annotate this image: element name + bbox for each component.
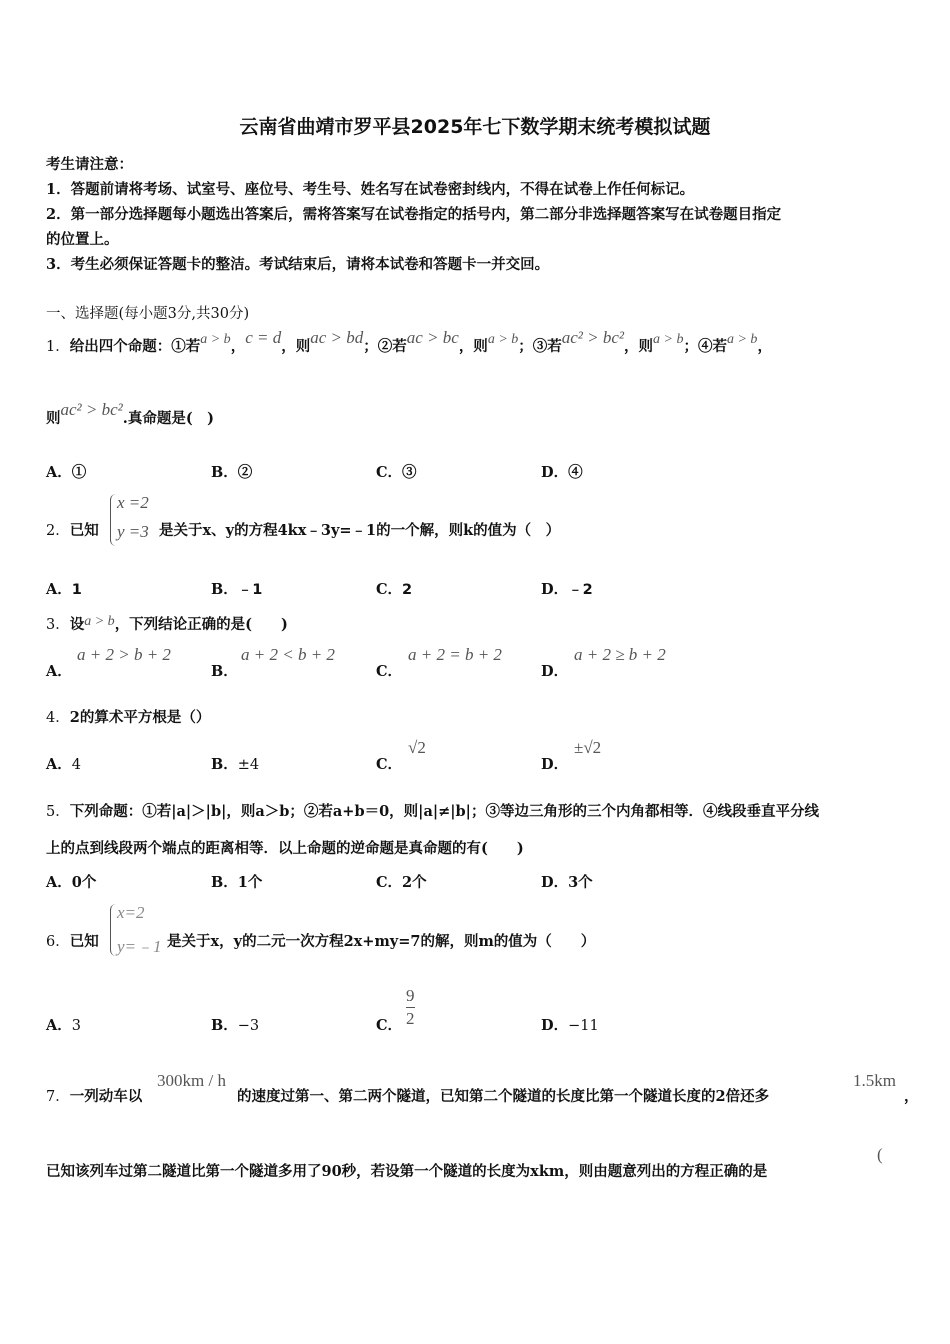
option-a[interactable] xyxy=(46,753,81,774)
option-label: D． xyxy=(541,581,569,598)
q1-text: ；③若 xyxy=(518,338,562,355)
notice-item: 3．考生必须保证答题卡的整洁。考试结束后，请将本试卷和答题卡一并交回。 xyxy=(46,256,550,273)
option-label: C． xyxy=(376,581,403,598)
q1-math: ac² > bc² xyxy=(60,400,123,419)
q1-math: a > b xyxy=(200,332,231,347)
system-equation: x=2 xyxy=(117,903,145,922)
question-7-line-1 xyxy=(46,1085,142,1106)
question-number: 6． xyxy=(46,934,70,950)
q7-text: 的速度过第一、第二两个隧道，已知第二个隧道的长度比第一个隧道长度的2倍还多 xyxy=(237,1088,770,1105)
q7-text: 已知该列车过第二隧道比第一个隧道多用了90秒，若设第一个隧道的长度为xkm，则由题意列出的方程正确的是 xyxy=(46,1163,768,1180)
question-2-line xyxy=(46,519,99,540)
q5-text: 下列命题：①若|a|＞|b|，则a＞b；②若a+b＝0，则|a|≠|b|；③等边三角形的三个内角都相等．④线段垂直平分线 xyxy=(69,803,819,820)
option-value: ±4 xyxy=(237,757,260,773)
option-b-math: a + 2 < b + 2 xyxy=(241,645,335,664)
option-label: A． xyxy=(46,1017,72,1034)
option-b[interactable]: B．② xyxy=(211,464,253,481)
option-value: ﹣1 xyxy=(237,582,263,598)
option-d[interactable]: D．④ xyxy=(541,464,583,481)
q1-math: ac² > bc² xyxy=(561,328,625,347)
option-label: B． xyxy=(211,1017,238,1034)
question-4-line xyxy=(46,706,210,727)
q1-math: ac > bc xyxy=(406,328,459,347)
option-a[interactable]: A．① xyxy=(46,464,87,481)
option-label: A． xyxy=(46,756,72,773)
q1-math: a > b xyxy=(487,332,519,347)
q1-text: .真命题是( ) xyxy=(122,410,215,427)
option-label: D． xyxy=(541,1017,569,1034)
option-c[interactable] xyxy=(376,578,412,599)
q1-text: ，则 xyxy=(458,338,488,355)
q1-text: ， xyxy=(230,338,246,355)
question-number: 5． xyxy=(46,804,70,820)
option-a[interactable] xyxy=(46,1014,81,1035)
q7-math: 300km / h xyxy=(157,1071,226,1090)
question-5-line-1 xyxy=(46,800,819,821)
option-label-c[interactable]: C． xyxy=(376,756,403,773)
option-b[interactable] xyxy=(211,1014,259,1035)
option-a[interactable] xyxy=(46,578,82,599)
option-d[interactable]: D．3个 xyxy=(541,874,593,891)
q1-math: a > b xyxy=(653,332,684,347)
option-d[interactable] xyxy=(541,578,593,599)
q5-text: 上的点到线段两个端点的距离相等．以上命题的逆命题是真命题的有( ) xyxy=(46,840,524,857)
q7-math: 1.5km xyxy=(853,1071,896,1090)
q3-math: a > b xyxy=(84,614,115,629)
q1-text: ；②若 xyxy=(363,338,407,355)
question-number: 1． xyxy=(46,339,70,355)
q1-text: ；④若 xyxy=(683,338,727,355)
q6-text: 是关于x，y的二元一次方程2x+my=7的解，则m的值为（ ） xyxy=(167,933,596,950)
equation-system-brace xyxy=(110,494,117,546)
page-title: 云南省曲靖市罗平县2025年七下数学期末统考模拟试题 xyxy=(239,116,711,138)
q1-math: a > b xyxy=(726,332,758,347)
question-6-line xyxy=(46,930,99,951)
q1-text: 给出四个命题：①若 xyxy=(69,338,201,355)
option-label: B． xyxy=(211,756,238,773)
question-1-line-1 xyxy=(46,328,772,356)
q1-math: ac > bd xyxy=(310,328,364,347)
option-d-math: ±√2 xyxy=(574,738,602,757)
option-c-fraction xyxy=(406,986,415,1029)
q2-text: 是关于x、y的方程4kx﹣3y=﹣1的一个解，则k的值为（ ） xyxy=(159,522,561,539)
option-label: B． xyxy=(211,581,238,598)
notice-item: 的位置上。 xyxy=(46,231,119,248)
question-3-line xyxy=(46,613,288,634)
option-label-d[interactable]: D． xyxy=(541,663,569,680)
q6-text: 已知 xyxy=(69,933,99,950)
question-number: 3． xyxy=(46,617,70,633)
option-value: 2 xyxy=(402,582,413,598)
option-b[interactable]: B．1个 xyxy=(211,874,263,891)
q7-text: 一列动车以 xyxy=(69,1088,143,1105)
question-number: 2． xyxy=(46,523,70,539)
system-equation: y=﹣1 xyxy=(117,937,162,956)
option-value: −11 xyxy=(568,1018,599,1034)
option-value: 4 xyxy=(71,757,81,773)
q1-text: ， xyxy=(757,338,772,355)
option-label: A． xyxy=(46,581,72,598)
system-equation: y =3 xyxy=(117,522,149,541)
q1-math: c = d xyxy=(245,328,282,347)
option-c[interactable]: C．③ xyxy=(376,464,417,481)
notice-item: 2．第一部分选择题每小题选出答案后，需将答案写在试卷指定的括号内，第二部分非选择题答案写在试卷题目指定 xyxy=(46,206,782,223)
q7-text: ， xyxy=(904,1088,919,1105)
option-a[interactable]: A．0个 xyxy=(46,874,97,891)
q3-text: ，下列结论正确的是( ) xyxy=(114,616,288,633)
equation-system-brace xyxy=(110,904,117,956)
fraction-bar xyxy=(406,1007,415,1008)
option-d[interactable] xyxy=(541,1014,599,1035)
option-label-a[interactable]: A． xyxy=(46,663,72,680)
option-label-b[interactable]: B． xyxy=(211,663,238,680)
option-label-d[interactable]: D． xyxy=(541,756,569,773)
option-c[interactable]: C．2个 xyxy=(376,874,427,891)
option-b[interactable] xyxy=(211,578,262,599)
q1-text: ，则 xyxy=(281,338,311,355)
question-number: 7． xyxy=(46,1089,70,1105)
option-value: ﹣2 xyxy=(568,582,593,598)
q2-text: 已知 xyxy=(69,522,99,539)
system-equation: x =2 xyxy=(117,493,149,512)
notice-heading: 考生请注意： xyxy=(46,156,133,173)
option-c-math: √2 xyxy=(408,738,426,757)
fraction-numerator: 9 xyxy=(406,986,415,1005)
q3-text: 设 xyxy=(69,616,85,633)
option-label-c[interactable]: C． xyxy=(376,1017,403,1034)
fraction-denominator: 2 xyxy=(406,1009,415,1028)
option-value: 3 xyxy=(71,1018,81,1034)
question-1-line-2 xyxy=(46,400,214,428)
section-heading: 一、选择题(每小题3分,共30分) xyxy=(46,306,250,322)
q7-paren: ( xyxy=(877,1145,883,1164)
option-a-math: a + 2 > b + 2 xyxy=(77,645,171,664)
option-c-math: a + 2 = b + 2 xyxy=(408,645,502,664)
notice-item: 1．答题前请将考场、试室号、座位号、考生号、姓名写在试卷密封线内，不得在试卷上作任何标记。 xyxy=(46,181,695,198)
option-value: 1 xyxy=(71,582,82,598)
option-b[interactable] xyxy=(211,753,259,774)
question-number: 4． xyxy=(46,710,70,726)
q1-text: 则 xyxy=(46,410,61,427)
option-label-c[interactable]: C． xyxy=(376,663,403,680)
option-value: −3 xyxy=(237,1018,260,1034)
option-d-math: a + 2 ≥ b + 2 xyxy=(574,645,666,664)
q4-text: 2的算术平方根是（） xyxy=(69,709,211,726)
q1-text: ，则 xyxy=(624,338,654,355)
